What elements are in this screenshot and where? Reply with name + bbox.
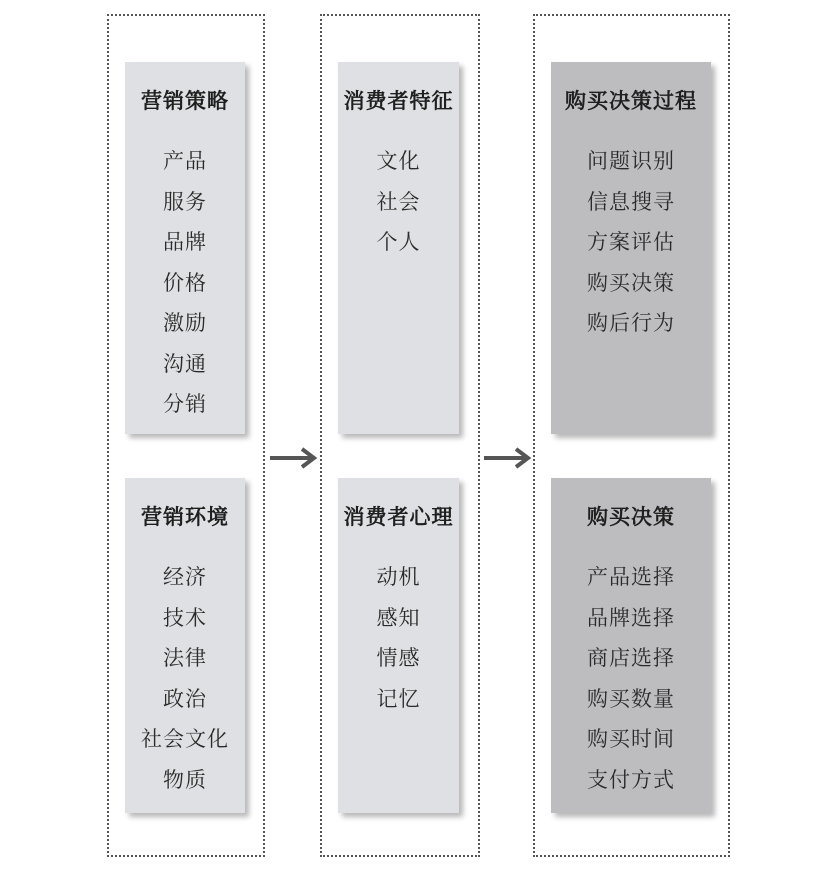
list-item: 信息搜寻 [587,189,675,214]
list-item: 产品选择 [587,565,675,589]
box-title: 营销策略 [141,88,229,113]
right-arrow-icon [482,446,534,470]
list-item: 个人 [376,230,421,254]
list-item: 激励 [163,311,207,335]
list-item: 记忆 [376,686,421,711]
item-list [377,557,421,719]
box-title: 消费者心理 [343,504,454,529]
list-item: 动机 [376,565,421,589]
list-item: 方案评估 [587,230,675,254]
list-item: 购买时间 [587,727,675,751]
marketing-strategy-box [125,62,245,434]
consumer-traits-box [338,62,459,434]
list-item: 价格 [163,270,207,295]
item-list [163,141,207,425]
list-item: 政治 [163,686,207,711]
box-title: 购买决策 [587,504,675,529]
purchase-decision-box [551,478,711,813]
list-item: 品牌 [163,230,207,254]
item-list [141,557,229,800]
list-item: 社会 [376,189,421,214]
list-item: 法律 [163,646,207,670]
item-list [587,557,675,800]
box-title: 购买决策过程 [565,88,697,113]
list-item: 情感 [376,646,421,670]
list-item: 产品 [163,149,207,173]
list-item: 感知 [376,605,421,630]
list-item: 物质 [163,767,207,792]
list-item: 购买决策 [587,270,675,295]
marketing-environment-box [125,478,245,813]
list-item: 沟通 [163,351,207,376]
list-item: 社会文化 [141,727,229,751]
list-item: 技术 [163,605,207,630]
right-arrow-icon [268,446,320,470]
list-item: 品牌选择 [587,605,675,630]
item-list [587,141,675,344]
list-item: 商店选择 [587,646,675,670]
purchase-process-box [551,62,711,434]
list-item: 服务 [163,189,207,214]
list-item: 文化 [376,149,421,173]
list-item: 问题识别 [587,149,675,173]
item-list [377,141,421,263]
consumer-psychology-box [338,478,459,813]
box-title: 消费者特征 [343,88,454,113]
box-title: 营销环境 [141,504,229,529]
list-item: 经济 [163,565,207,589]
list-item: 分销 [163,392,207,416]
list-item: 购买数量 [587,686,675,711]
list-item: 支付方式 [587,767,675,792]
list-item: 购后行为 [587,311,675,335]
